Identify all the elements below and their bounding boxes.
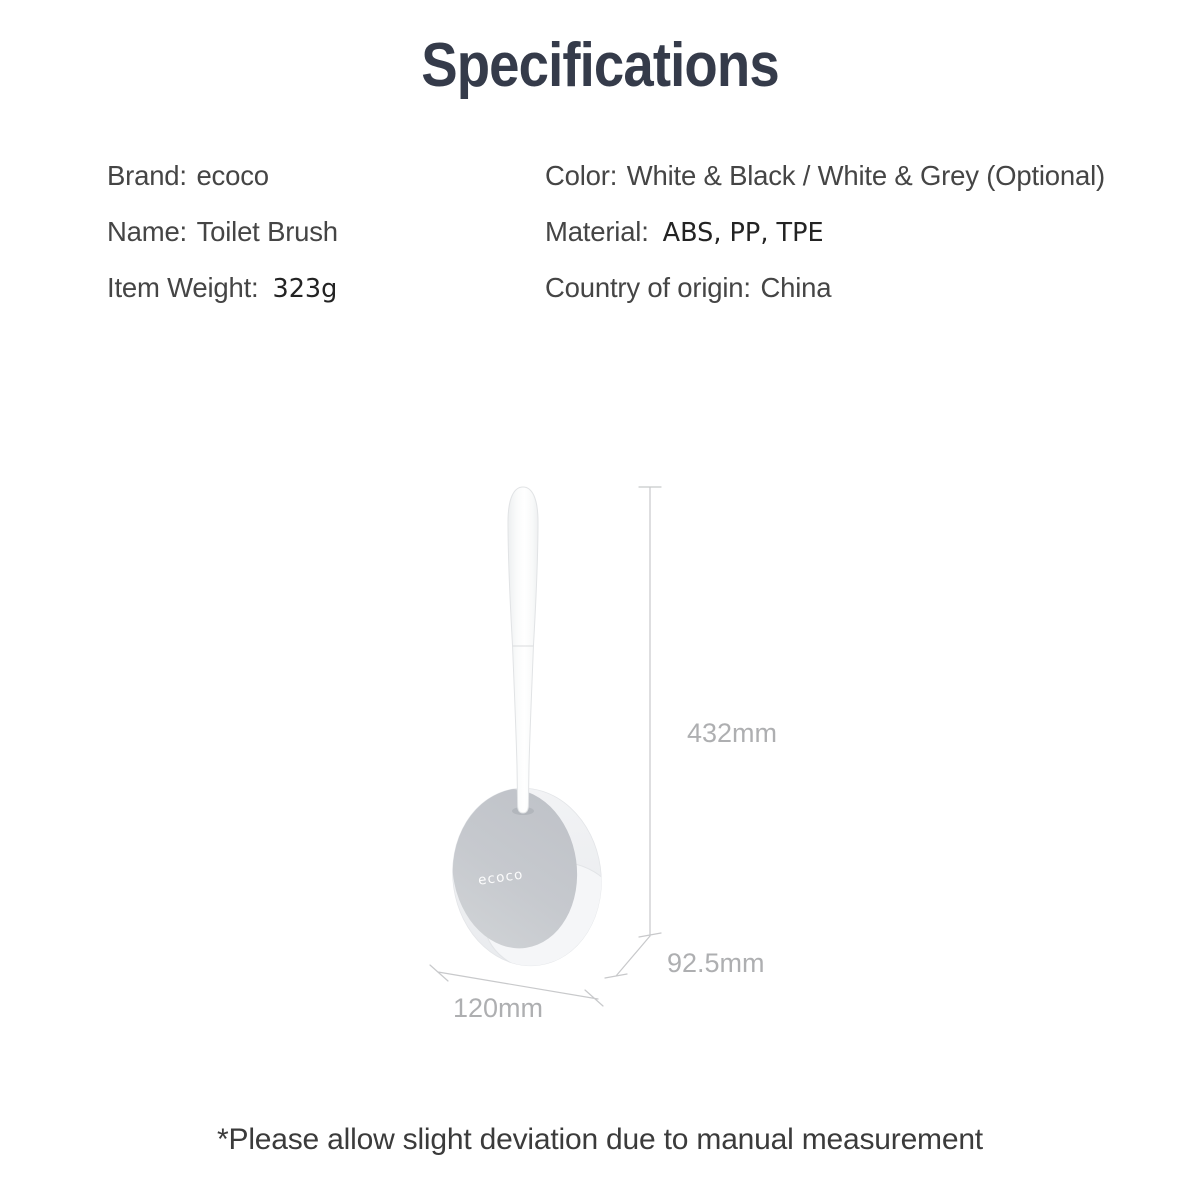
spec-origin-value: China bbox=[760, 272, 832, 303]
spec-color-value: White & Black / White & Grey (Optional) bbox=[626, 160, 1105, 191]
spec-brand-label: Brand: bbox=[107, 160, 187, 191]
dim-height-label: 432mm bbox=[687, 718, 778, 748]
spec-material bbox=[545, 216, 824, 249]
spec-color-label: Color: bbox=[545, 160, 618, 191]
brand-logo: ecoco bbox=[477, 866, 525, 889]
spec-weight-value: 323g bbox=[272, 274, 338, 304]
spec-brand-value: ecoco bbox=[196, 160, 269, 191]
spec-origin bbox=[545, 272, 831, 304]
spec-name-value: Toilet Brush bbox=[196, 216, 338, 247]
spec-color bbox=[545, 160, 1105, 192]
measurement-disclaimer: *Please allow slight deviation due to manual measurement bbox=[217, 1123, 983, 1156]
spec-material-label: Material: bbox=[545, 216, 649, 247]
dim-width-label: 120mm bbox=[453, 993, 544, 1023]
page-title: Specifications bbox=[421, 31, 779, 100]
spec-weight bbox=[107, 272, 337, 305]
brush-base bbox=[441, 776, 627, 985]
height-dimension-line bbox=[639, 487, 661, 937]
brush-handle bbox=[508, 487, 538, 813]
spec-brand bbox=[107, 160, 269, 192]
depth-dimension-line bbox=[605, 936, 650, 978]
dim-depth-label: 92.5mm bbox=[667, 948, 765, 978]
spec-name bbox=[107, 216, 338, 248]
spec-name-label: Name: bbox=[107, 216, 187, 247]
product-dimension-figure bbox=[420, 460, 800, 1040]
spec-material-value: ABS, PP, TPE bbox=[662, 218, 824, 248]
spec-origin-label: Country of origin: bbox=[545, 272, 751, 303]
spec-weight-label: Item Weight: bbox=[107, 272, 259, 303]
